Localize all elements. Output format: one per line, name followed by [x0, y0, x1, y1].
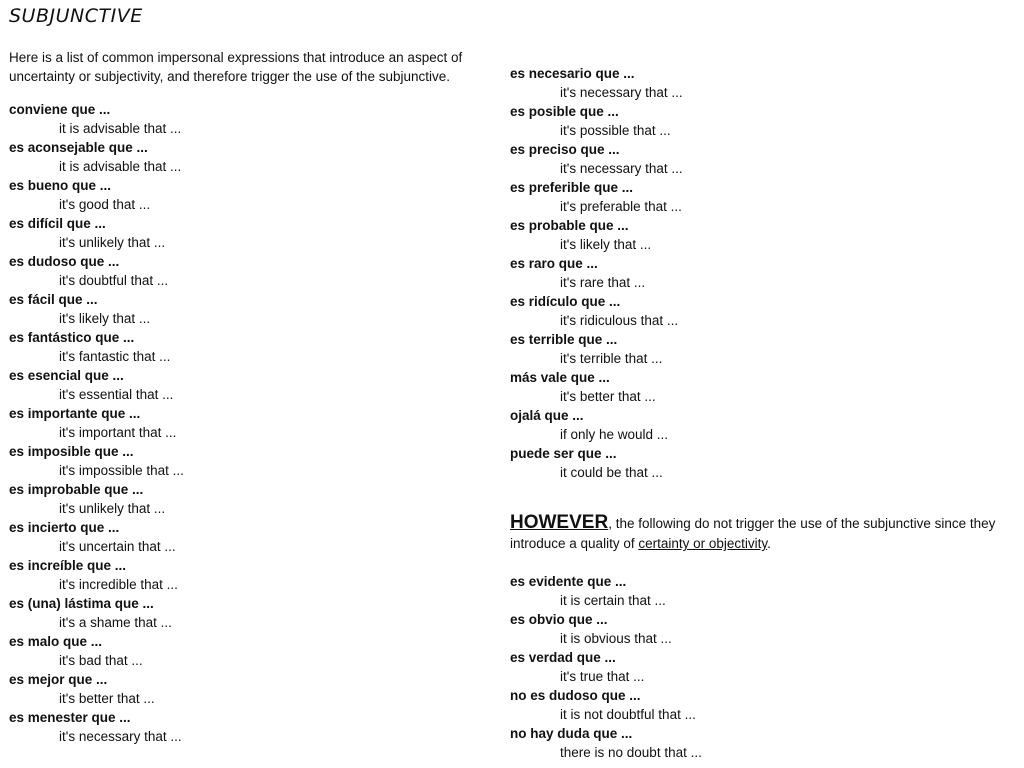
- intro-paragraph: Here is a list of common impersonal expressions that introduce an aspect of uncertainty or subjectivity, and therefore trigger the use of the subjunctive.: [9, 50, 463, 84]
- spanish-expression: es preferible que ...: [510, 180, 634, 195]
- however-keyword: HOWEVER: [510, 512, 609, 533]
- expression-entry: [510, 368, 1020, 406]
- spanish-expression: es (una) lástima que ...: [9, 596, 154, 611]
- english-translation: it's bad that ...: [59, 653, 143, 668]
- however-text: , the following do not trigger the use of the subjunctive since they introduce a quality of: [510, 516, 996, 551]
- english-translation: it's necessary that ...: [560, 85, 683, 100]
- spanish-expression: es evidente que ...: [510, 574, 627, 589]
- spanish-expression: es bueno que ...: [9, 178, 112, 193]
- spanish-expression: más vale que ...: [510, 370, 610, 385]
- expression-entry: [9, 480, 499, 518]
- spanish-expression: es dudoso que ...: [9, 254, 120, 269]
- spanish-expression: es posible que ...: [510, 104, 619, 119]
- spanish-expression: es obvio que ...: [510, 612, 608, 627]
- spanish-expression: ojalá que ...: [510, 408, 584, 423]
- expression-entry: [510, 444, 1020, 482]
- spanish-expression: es importante que ...: [9, 406, 141, 421]
- spanish-expression: es verdad que ...: [510, 650, 616, 665]
- spanish-expression: es imposible que ...: [9, 444, 134, 459]
- expression-entry: [510, 254, 1020, 292]
- expression-entry: [510, 610, 1020, 648]
- english-translation: it's true that ...: [560, 669, 645, 684]
- expression-entry: [9, 632, 499, 670]
- spanish-expression: es esencial que ...: [9, 368, 124, 383]
- english-translation: it's necessary that ...: [560, 161, 683, 176]
- spanish-expression: es terrible que ...: [510, 332, 618, 347]
- english-translation: it's a shame that ...: [59, 615, 172, 630]
- english-translation: it could be that ...: [560, 465, 663, 480]
- spanish-expression: es preciso que ...: [510, 142, 620, 157]
- expression-entry: [9, 670, 499, 708]
- expression-entry: [9, 290, 499, 328]
- english-translation: it's possible that ...: [560, 123, 671, 138]
- spanish-expression: es mejor que ...: [9, 672, 108, 687]
- expression-entry: [510, 572, 1020, 610]
- spanish-expression: es aconsejable que ...: [9, 140, 148, 155]
- english-translation: it's ridiculous that ...: [560, 313, 679, 328]
- spanish-expression: es probable que ...: [510, 218, 629, 233]
- expression-entry: [510, 140, 1020, 178]
- certainty-expression-list: [510, 572, 1020, 762]
- english-translation: it's preferable that ...: [560, 199, 682, 214]
- english-translation: it's uncertain that ...: [59, 539, 176, 554]
- english-translation: it's better that ...: [560, 389, 656, 404]
- expression-entry: [510, 216, 1020, 254]
- english-translation: it's likely that ...: [59, 311, 151, 326]
- expression-entry: [510, 64, 1020, 102]
- english-translation: it's doubtful that ...: [59, 273, 169, 288]
- english-translation: it's impossible that ...: [59, 463, 184, 478]
- english-translation: it's essential that ...: [59, 387, 174, 402]
- expression-entry: [9, 442, 499, 480]
- spanish-expression: es fantástico que ...: [9, 330, 135, 345]
- spanish-expression: no es dudoso que ...: [510, 688, 641, 703]
- english-translation: it's rare that ...: [560, 275, 646, 290]
- english-translation: it's good that ...: [59, 197, 151, 212]
- expression-entry: [510, 686, 1020, 724]
- page-title: SUBJUNCTIVE: [9, 5, 143, 27]
- expression-entry: [510, 724, 1020, 762]
- expression-entry: [510, 292, 1020, 330]
- spanish-expression: es incierto que ...: [9, 520, 120, 535]
- english-translation: it is advisable that ...: [59, 159, 182, 174]
- expression-entry: [9, 252, 499, 290]
- expression-entry: [510, 330, 1020, 368]
- spanish-expression: conviene que ...: [9, 102, 111, 117]
- expression-entry: [9, 518, 499, 556]
- expression-entry: [9, 100, 499, 138]
- spanish-expression: es ridículo que ...: [510, 294, 621, 309]
- english-translation: it's likely that ...: [560, 237, 652, 252]
- however-text-end: .: [767, 536, 771, 551]
- expression-entry: [9, 328, 499, 366]
- spanish-expression: es improbable que ...: [9, 482, 144, 497]
- spanish-expression: es difícil que ...: [9, 216, 106, 231]
- expression-entry: [9, 214, 499, 252]
- certainty-underlined: certainty or objectivity: [638, 536, 768, 551]
- expression-entry: [9, 556, 499, 594]
- english-translation: it is certain that ...: [560, 593, 666, 608]
- english-translation: it's unlikely that ...: [59, 501, 166, 516]
- expression-entry: [9, 708, 499, 746]
- expression-entry: [9, 404, 499, 442]
- spanish-expression: es raro que ...: [510, 256, 598, 271]
- expression-entry: [9, 138, 499, 176]
- english-translation: it's important that ...: [59, 425, 177, 440]
- english-translation: it is obvious that ...: [560, 631, 672, 646]
- right-expression-list: [510, 64, 1020, 482]
- spanish-expression: es malo que ...: [9, 634, 103, 649]
- english-translation: it's terrible that ...: [560, 351, 663, 366]
- english-translation: it is advisable that ...: [59, 121, 182, 136]
- spanish-expression: puede ser que ...: [510, 446, 617, 461]
- expression-entry: [510, 178, 1020, 216]
- english-translation: it's incredible that ...: [59, 577, 178, 592]
- expression-entry: [9, 366, 499, 404]
- english-translation: it is not doubtful that ...: [560, 707, 696, 722]
- english-translation: if only he would ...: [560, 427, 669, 442]
- spanish-expression: no hay duda que ...: [510, 726, 633, 741]
- left-expression-list: [9, 100, 499, 746]
- expression-entry: [510, 648, 1020, 686]
- spanish-expression: es necesario que ...: [510, 66, 635, 81]
- english-translation: it's better that ...: [59, 691, 155, 706]
- expression-entry: [9, 176, 499, 214]
- english-translation: it's necessary that ...: [59, 729, 182, 744]
- english-translation: it's fantastic that ...: [59, 349, 171, 364]
- spanish-expression: es fácil que ...: [9, 292, 98, 307]
- spanish-expression: es menester que ...: [9, 710, 131, 725]
- spanish-expression: es increíble que ...: [9, 558, 127, 573]
- expression-entry: [510, 406, 1020, 444]
- however-paragraph: [510, 513, 1022, 554]
- expression-entry: [9, 594, 499, 632]
- english-translation: there is no doubt that ...: [560, 745, 702, 760]
- expression-entry: [510, 102, 1020, 140]
- english-translation: it's unlikely that ...: [59, 235, 166, 250]
